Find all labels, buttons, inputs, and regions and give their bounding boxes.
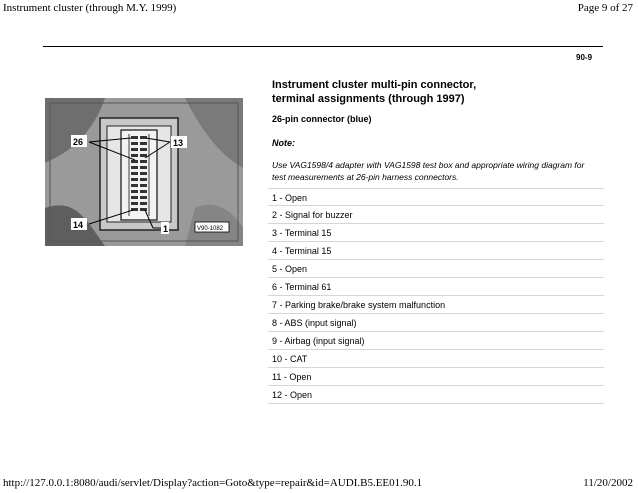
table-row: 5 - Open — [268, 260, 604, 278]
table-row: 3 - Terminal 15 — [268, 224, 604, 242]
table-row: 2 - Signal for buzzer — [268, 206, 604, 224]
footer-date: 11/20/2002 — [583, 477, 633, 489]
pin-assignment-table — [268, 188, 604, 404]
section-number: 90-9 — [576, 53, 593, 62]
figure-pin-label-26: 26 — [73, 137, 84, 147]
figure-pin-label-14: 14 — [73, 220, 84, 230]
figure-pin-label-1: 1 — [163, 224, 169, 234]
figure-code: V90-1082 — [197, 226, 224, 232]
table-row: 4 - Terminal 15 — [268, 242, 604, 260]
table-row: 12 - Open — [268, 386, 604, 404]
table-row: 6 - Terminal 61 — [268, 278, 604, 296]
page-title — [272, 78, 602, 106]
title-line-1: Instrument cluster multi-pin connector, — [272, 79, 477, 91]
page-indicator: Page 9 of 27 — [577, 2, 633, 14]
table-row: 7 - Parking brake/brake system malfunction — [268, 296, 604, 314]
title-line-2: terminal assignments (through 1997) — [272, 93, 465, 105]
table-row: 11 - Open — [268, 368, 604, 386]
figure-pin-label-13: 13 — [173, 138, 184, 148]
table-row: 1 - Open — [268, 188, 604, 206]
table-row: 8 - ABS (input signal) — [268, 314, 604, 332]
table-row: 10 - CAT — [268, 350, 604, 368]
footer-url: http://127.0.0.1:8080/audi/servlet/Display?action=Goto&type=repair&id=AUDI.B5.EE01.90.1 — [3, 477, 423, 489]
table-row: 9 - Airbag (input signal) — [268, 332, 604, 350]
document-header-title: Instrument cluster (through M.Y. 1999) — [3, 2, 177, 14]
header-rule — [43, 46, 603, 47]
note-text: Use VAG1598/4 adapter with VAG1598 test box and appropriate wiring diagram for test measurements at 26-pin harness connectors. — [272, 160, 585, 182]
connector-illustration — [45, 98, 243, 246]
connector-subtitle: 26-pin connector (blue) — [272, 114, 372, 124]
note-label: Note: — [272, 138, 295, 148]
